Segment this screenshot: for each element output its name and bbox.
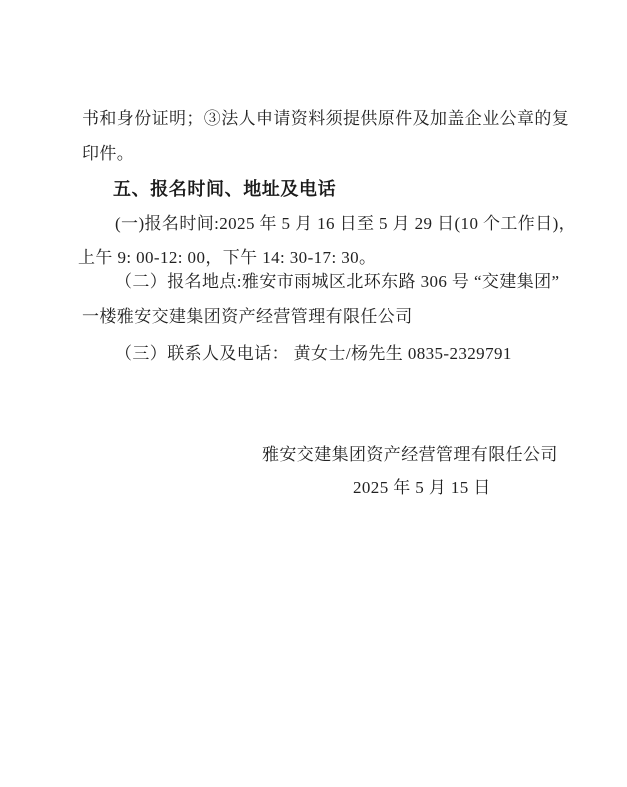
continuation-paragraph-line-2: 印件。 (82, 144, 135, 163)
signature-company: 雅安交建集团资产经营管理有限任公司 (262, 445, 558, 464)
registration-time-line-2: 上午 9: 00-12: 00，下午 14: 30-17: 30。 (78, 248, 377, 267)
signature-date: 2025 年 5 月 15 日 (353, 478, 491, 497)
contact-line: （三）联系人及电话： 黄女士/杨先生 0835-2329791 (115, 344, 512, 363)
registration-address-line-1: （二）报名地点:雅安市雨城区北环东路 306 号 “交建集团” (115, 272, 560, 291)
section-heading: 五、报名时间、地址及电话 (113, 179, 337, 200)
continuation-paragraph-line-1: 书和身份证明；③法人申请资料须提供原件及加盖企业公章的复 (82, 109, 570, 128)
registration-address-line-2: 一楼雅安交建集团资产经营管理有限任公司 (82, 307, 413, 326)
registration-time-line-1: (一)报名时间:2025 年 5 月 16 日至 5 月 29 日(10 个工作日)， (115, 214, 577, 233)
